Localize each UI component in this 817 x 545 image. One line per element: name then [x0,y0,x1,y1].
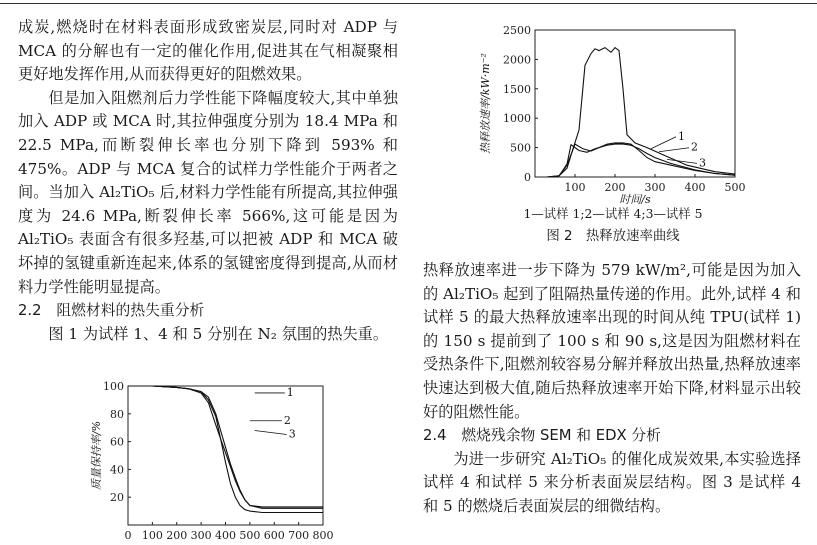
x-tick-label: 700 [288,529,310,541]
left-paragraph-1: 成炭,燃烧时在材料表面形成致密炭层,同时对 ADP 与 MCA 的分解也有一定的催化作用,促进其在气相凝聚相更好地发挥作用,从而获得更好的阻燃效果。 [18,18,398,84]
section-heading-2-2: 2.2 阻燃材料的热失重分析 [18,302,205,320]
x-tick-label: 100 [564,181,586,194]
figure-2-caption: 图 2 热释放速率曲线 [546,229,680,244]
x-tick-label: 300 [190,529,212,541]
figure-1-chart [88,381,333,541]
y-tick-label: 80 [110,407,124,421]
right-column [423,259,801,519]
plot-frame [535,30,735,177]
x-tick-label: 400 [215,529,236,541]
x-tick-label: 800 [312,529,333,541]
y-tick-label: 1000 [503,112,531,126]
right-paragraph-1: 热释放速率进一步下降为 579 kW/m²,可能是因为加入的 Al₂TiO₅ 起到了阻隔热量传递的作用。此外,试样 4 和试样 5 的最大热释放速率出现的时间从纯 TPU(试样 1)的 150 s 提前到了 100 s 和 90 s,这是因为阻燃材料在受热条件下,阻燃剂较容易分解并释放出热量,热释放速率快速达到极大值,随后热释放速率开始下降,材料显示出较好的阻燃性能。 [423,261,801,421]
x-axis-label: 时间/s [619,193,651,204]
series-label-3: 3 [699,156,706,170]
series-label-1: 1 [678,129,685,143]
series-leader-3 [255,430,287,434]
y-tick-label: 1500 [503,82,531,96]
left-column [18,16,398,346]
x-tick-label: 200 [166,529,188,541]
left-paragraph-3: 图 1 为试样 1、4 和 5 分别在 N₂ 氛围的热失重。 [48,324,389,343]
x-tick-label: 200 [604,181,626,194]
left-paragraph-2: 但是加入阻燃剂后力学性能下降幅度较大,其中单独加入 ADP 或 MCA 时,其拉伸强度分别为 18.4 MPa 和 22.5 MPa,而断裂伸长率也分别下降到 593% 和 475%。ADP 与 MCA 复合的试样力学性能介于两者之间。当加入 Al₂TiO₅ 后,材料力学性能有所提高,其拉伸强度为 24.6 MPa,断裂伸长率 566%,这可能是因为 Al₂TiO₅ 表面含有很多羟基,可以把被 ADP 和 MCA 破坏掉的氢键重新连起来,体系的氢键密度得到提高,从而材料力学性能明显提高。 [18,88,398,296]
y-tick-label: 0 [524,171,531,184]
series-label-2: 2 [283,413,291,427]
top-rule [0,3,817,4]
y-axis-label: 热释放速率/kW·m⁻² [479,53,492,154]
x-tick-label: 300 [644,181,666,194]
x-tick-label: 100 [141,529,163,541]
section-heading-2-4: 2.4 燃烧残余物 SEM 和 EDX 分析 [423,427,661,445]
series-label-3: 3 [288,427,296,441]
figure-2-chart [478,22,748,204]
series-label-2: 2 [691,140,698,154]
y-axis-label: 质量保持率/% [90,420,103,491]
figure-2-legend: 1—试样 1;2—试样 4;3—试样 5 [523,206,703,221]
y-tick-label: 60 [110,435,124,449]
y-tick-label: 2000 [503,53,531,67]
series-label-1: 1 [286,385,294,399]
y-tick-label: 20 [110,491,124,505]
figure-2-svg [478,22,748,204]
series-line-3 [547,144,735,177]
x-tick-label: 600 [263,529,285,541]
figure-1-svg [88,381,333,541]
y-tick-label: 2500 [503,24,531,37]
x-tick-label: 500 [724,181,746,194]
series-line-1 [128,386,323,513]
right-paragraph-2: 为进一步研究 Al₂TiO₅ 的催化成炭效果,本实验选择试样 4 和试样 5 来分析表面炭层结构。图 3 是试样 4 和 5 的燃烧后表面炭层的细微结构。 [423,449,801,515]
y-tick-label: 100 [103,381,124,393]
series-line-1 [547,48,735,177]
x-tick-label: 500 [239,529,261,541]
x-tick-label: 0 [124,529,132,541]
y-tick-label: 500 [510,141,531,155]
series-leader-1 [651,137,676,149]
series-line-3 [128,386,323,508]
x-tick-label: 400 [684,181,706,194]
y-tick-label: 40 [110,463,124,477]
series-leader-2 [659,148,689,152]
plot-frame [128,386,323,525]
